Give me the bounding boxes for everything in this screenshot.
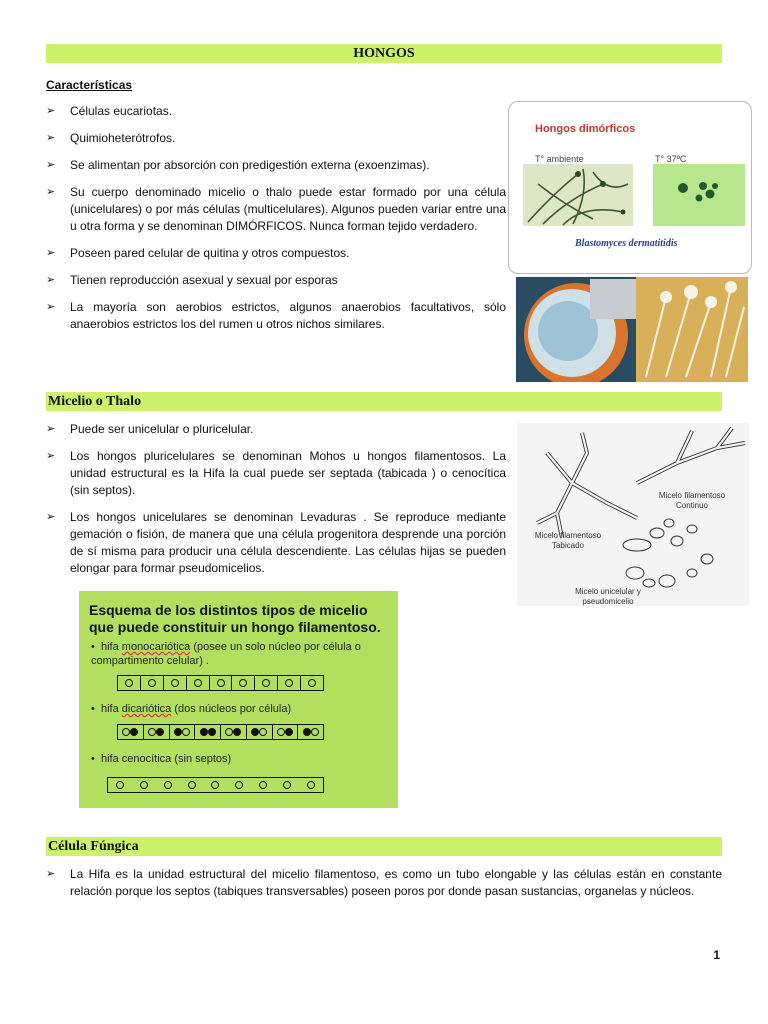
dicariotic-hypha-diagram (117, 724, 324, 740)
schema-item-monocariotica: • hifa monocariótica (posee un solo núcleo por célula o compartimento celular) . (91, 641, 361, 667)
section-title-celula-fungica: Célula Fúngica (46, 837, 722, 856)
characteristics-subtitle: Características (46, 78, 133, 92)
arrow-bullet-icon: ➢ (46, 132, 56, 144)
arrow-bullet-icon: ➢ (46, 511, 56, 523)
list-item: ➢ Quimioheterótrofos. (46, 131, 176, 145)
mycelium-types-figure (517, 423, 749, 606)
arrow-bullet-icon: ➢ (46, 105, 56, 117)
dimorphic-fungi-figure (508, 101, 752, 274)
unicellular-mycelium-label: Micelo unicelular y pseudomicelio (575, 587, 641, 606)
arrow-bullet-icon: ➢ (46, 450, 56, 462)
yeast-phase-micrograph (653, 164, 745, 226)
body-temp-label: T° 37ºC (655, 154, 687, 164)
dimorphic-figure-title: Hongos dimórficos (535, 123, 636, 135)
celula-fungica-list (46, 866, 722, 900)
arrow-bullet-icon: ➢ (46, 301, 56, 313)
schema-item-cenocitica: • hifa cenocítica (sin septos) (91, 753, 232, 765)
list-item: ➢ Tienen reproducción asexual y sexual por esporas (46, 273, 338, 287)
continuous-mycelium-label: Micelo filamentoso Continuo (658, 491, 726, 510)
septate-mycelium-label: Micelo filamentoso Tabicado (534, 531, 602, 550)
mycelium-schema-figure (79, 591, 398, 808)
list-item: ➢ Los hongos unicelulares se denominan Levaduras . Se reproduce mediante gemación o fisión, de manera que una célula progenitora desprende una porción de sí misma para producir una célula descendiente. Las células hijas se pueden elongar para formar pseudomicelios. (46, 510, 506, 575)
arrow-bullet-icon: ➢ (46, 159, 56, 171)
schema-bullet: • (91, 641, 95, 653)
fungal-colony-photos (516, 277, 748, 382)
arrow-bullet-icon: ➢ (46, 247, 56, 259)
mold-phase-micrograph (523, 164, 633, 226)
list-item: ➢ Los hongos pluricelulares se denominan Mohos u hongos filamentosos. La unidad estructural es la Hifa la cual puede ser septada (tabicada ) o cenocítica (sin septos). (46, 449, 506, 497)
schema-bullet: • (91, 753, 95, 765)
list-item: ➢ Puede ser unicelular o pluricelular. (46, 422, 254, 436)
page-title: HONGOS (46, 44, 722, 63)
schema-bullet: • (91, 703, 95, 715)
list-item: ➢ Células eucariotas. (46, 104, 173, 118)
list-item: ➢ Se alimentan por absorción con predigestión externa (exoenzimas). (46, 158, 430, 172)
arrow-bullet-icon: ➢ (46, 186, 56, 198)
micelio-list (46, 421, 506, 577)
arrow-bullet-icon: ➢ (46, 423, 56, 435)
arrow-bullet-icon: ➢ (46, 868, 56, 880)
schema-item-dicariotica: • hifa dicariótica (dos núcleos por célula) (91, 703, 292, 715)
ambient-temp-label: T° ambiente (535, 154, 584, 164)
schema-heading: Esquema de los distintos tipos de micelio que puede constituir un hongo filamentoso. (89, 602, 381, 635)
list-item: ➢ La Hifa es la unidad estructural del micelio filamentoso, es como un tubo elongable y las células están en constante relación porque los septos (tabiques transversables) poseen poros por donde pasan sustancias, organelas y núcleos. (46, 867, 722, 898)
cenocitic-hypha-diagram (107, 777, 324, 793)
monocariotic-hypha-diagram (117, 675, 324, 691)
section-title-micelio: Micelio o Thalo (46, 392, 722, 411)
arrow-bullet-icon: ➢ (46, 274, 56, 286)
mycelium-drawing (517, 423, 749, 606)
characteristics-list (46, 103, 506, 333)
list-item: ➢ Poseen pared celular de quitina y otros compuestos. (46, 246, 350, 260)
dimorphic-figure-caption: Blastomyces dermatitidis (575, 238, 678, 249)
list-item: ➢ Su cuerpo denominado micelio o thalo puede estar formado por una célula (unicelulares) o por más células (multicelulares). Algunos pueden variar entre una u otra forma y se denominan DIMÓRFICOS. Nunca forman tejido verdadero. (46, 185, 506, 233)
list-item: ➢ La mayoría son aerobios estrictos, algunos anaerobios facultativos, sólo anaerobios estrictos los del rumen u otros nichos similares. (46, 300, 506, 331)
page-number: 1 (713, 948, 720, 962)
